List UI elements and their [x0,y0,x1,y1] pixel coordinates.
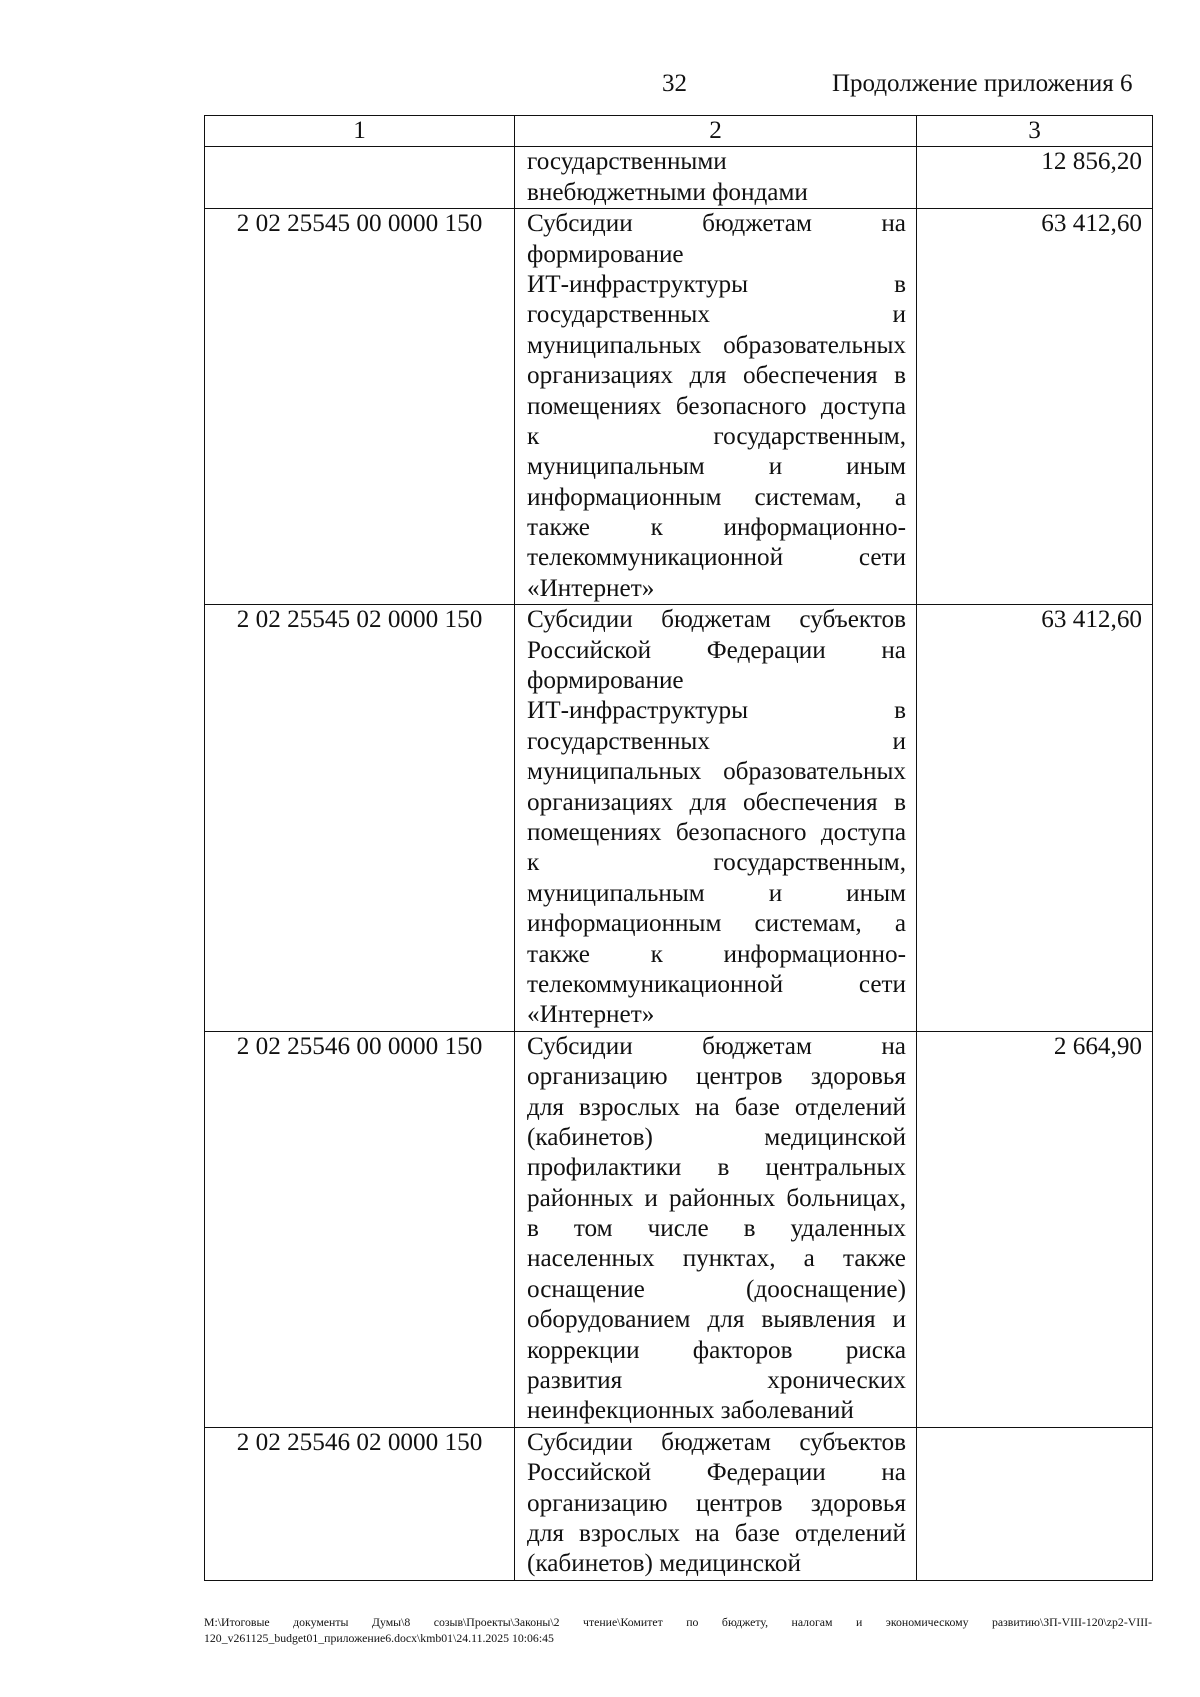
description-line: (кабинетов) медицинской [527,1550,801,1578]
table-row [205,605,1153,1031]
description-line: коррекции факторов риска [527,1336,906,1364]
amount-value: 63 412,60 [1041,210,1142,238]
description-line: Субсидии бюджетам на [527,1032,906,1060]
description-cell [515,1031,917,1427]
description-line: Субсидии бюджетам субъектов [527,606,906,634]
description-line: также к информационно- [527,514,906,542]
description-line: телекоммуникационной сети [527,544,906,572]
description-line: помещениях безопасного доступа [527,819,906,846]
budget-code-cell [205,1427,515,1580]
description-cell [515,605,917,1031]
description-line: также к информационно- [527,940,906,968]
description-line: ИТ-инфраструктуры в [527,697,906,725]
description-cell [515,1427,917,1580]
table-row [205,1427,1153,1580]
description-line: Российской Федерации на [527,636,906,664]
description-line: Российской Федерации на [527,1459,906,1487]
description-line: муниципальным и иным [527,453,906,481]
description-line: районных и районных больницах, [527,1184,906,1212]
description-line: неинфекционных заболеваний [527,1397,854,1425]
description-line: муниципальных образовательных [527,758,906,786]
budget-code-cell [205,209,515,605]
amount-value: 2 664,90 [1053,1032,1142,1060]
amount-value: 12 856,20 [1041,148,1142,176]
description-line: помещениях безопасного доступа [527,392,906,420]
description-line: государственными [527,148,727,176]
amount-cell [917,1427,1153,1580]
table-row [205,147,1153,209]
description-cell [515,147,917,209]
description-line: внебюджетными фондами [527,178,808,206]
description-line: организацию центров здоровья [527,1489,906,1517]
description-line: ИТ-инфраструктуры в [527,270,906,298]
description-line: Субсидии бюджетам субъектов [527,1428,906,1456]
description-line: населенных пунктах, а также [527,1245,906,1273]
budget-code: 2 02 25546 02 0000 150 [236,1428,483,1456]
continuation-header: Продолжение приложения 6 [832,70,1133,97]
description-line: для взрослых на базе отделений [527,1093,906,1121]
description-line: «Интернет» [527,1001,655,1029]
file-path-footer: M:\Итоговые документы Думы\8 созыв\Проекты\Законы\2 чтение\Комитет по бюджету, налогам и экономическому развитию\ЗП-VIII-120\zp2-VIII-120_v261125_budget01_приложение6.docx\kmb01\24.11.2025 10:06:45 [204,1615,1152,1645]
budget-code-cell [205,147,515,209]
column-header-1: 1 [205,116,515,147]
page-number: 32 [662,70,687,97]
description-line: оборудованием для выявления и [527,1306,906,1334]
description-line: развития хронических [527,1367,906,1395]
table-row [205,209,1153,605]
budget-code: 2 02 25546 00 0000 150 [236,1032,483,1060]
description-line: государственных и [527,301,906,329]
column-header-2: 2 [515,116,917,147]
description-line: в том числе в удаленных [527,1215,906,1243]
description-cell [515,209,917,605]
description-line: «Интернет» [527,574,655,602]
description-line: оснащение (дооснащение) [527,1275,906,1303]
description-line: организациях для обеспечения в [527,788,906,816]
description-line: муниципальным и иным [527,879,906,907]
description-line: информационным системам, а [527,910,906,938]
description-line: формирование [527,667,684,695]
description-line: организацию центров здоровья [527,1063,906,1091]
amount-cell [917,147,1153,209]
table-header-row [205,116,1153,147]
description-line: организациях для обеспечения в [527,362,906,390]
budget-code: 2 02 25545 02 0000 150 [236,606,483,634]
description-line: профилактики в центральных [527,1154,906,1182]
column-header-3: 3 [917,116,1153,147]
budget-table [204,115,1153,1581]
description-line: государственных и [527,727,906,755]
description-line: телекоммуникационной сети [527,970,906,998]
description-line: муниципальных образовательных [527,331,906,359]
budget-code-cell [205,1031,515,1427]
description-line: к государственным, [527,849,906,877]
description-line: для взрослых на базе отделений [527,1519,906,1547]
description-line: (кабинетов) медицинской [527,1123,906,1151]
description-line: Субсидии бюджетам на [527,210,906,238]
budget-code-cell [205,605,515,1031]
budget-code: 2 02 25545 00 0000 150 [236,210,483,238]
amount-value: 63 412,60 [1041,606,1142,634]
table-row [205,1031,1153,1427]
amount-cell [917,605,1153,1031]
description-line: к государственным, [527,422,906,450]
amount-cell [917,1031,1153,1427]
description-line: формирование [527,240,684,268]
description-line: информационным системам, а [527,483,906,511]
amount-cell [917,209,1153,605]
